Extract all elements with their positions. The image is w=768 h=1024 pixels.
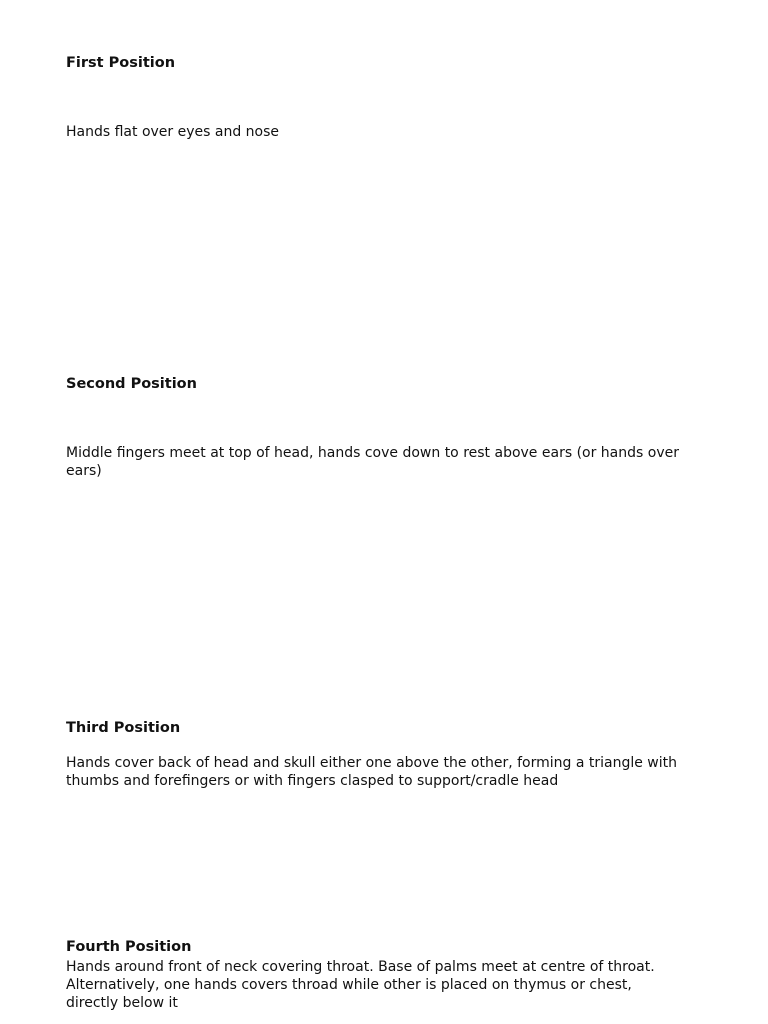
first-position-text: Hands flat over eyes and nose (66, 124, 280, 140)
third-position-text: Hands cover back of head and skull either one above the other, forming a triangle with thumbs and forefingers or with fingers clasped to support/cradle head (66, 755, 677, 789)
third-position-heading: Third Position (66, 720, 181, 736)
second-position-heading: Second Position (66, 376, 197, 392)
second-position-text: Middle fingers meet at top of head, hands cove down to rest above ears (or hands over ears) (66, 445, 679, 479)
first-position-heading: First Position (66, 55, 176, 71)
fourth-position-heading: Fourth Position (66, 939, 192, 955)
fourth-position-text: Hands around front of neck covering throat. Base of palms meet at centre of throat. Alternatively, one hands covers throad while other is placed on thymus or chest, directly below it (66, 959, 655, 1011)
